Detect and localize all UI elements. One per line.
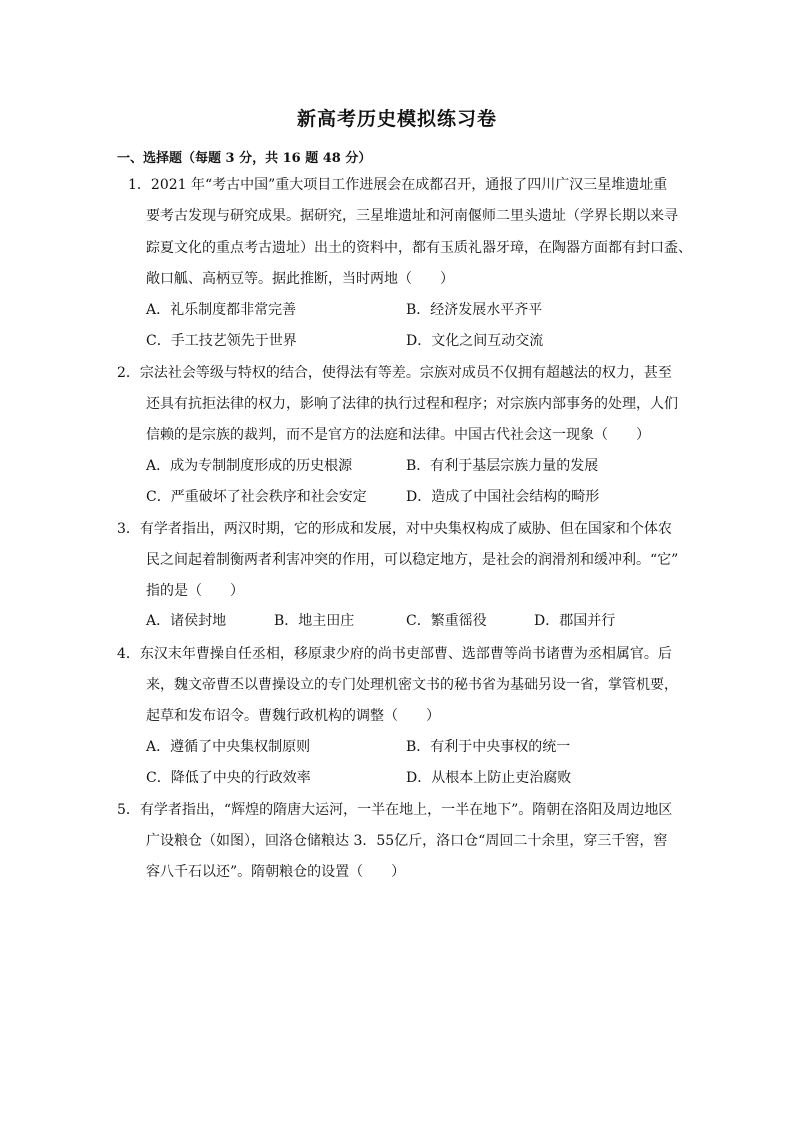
question-4-line-1: 4．东汉末年曹操自任丞相，移原隶少府的尚书吏部曹、选部曹等尚书诸曹为丞相属官。后 [117, 646, 672, 662]
question-1-option-b[interactable]: B．经济发展水平齐平 [406, 302, 543, 318]
page-title: 新高考历史模拟练习卷 [296, 108, 497, 130]
question-1-line-4: 敞口觚、高柄豆等。据此推断，当时两地（ ） [146, 271, 454, 287]
question-4-option-c[interactable]: C．降低了中央的行政效率 [146, 770, 311, 786]
question-2-option-c[interactable]: C．严重破坏了社会秩序和社会安定 [146, 489, 367, 505]
question-3-option-c[interactable]: C．繁重徭役 [406, 613, 487, 629]
question-5-line-1: 5．有学者指出，“辉煌的隋唐大运河，一半在地上，一半在地下”。隋朝在洛阳及周边地区 [117, 802, 673, 818]
question-3-line-3: 指的是（ ） [146, 583, 244, 599]
question-1-option-a[interactable]: A．礼乐制度都非常完善 [146, 302, 297, 318]
question-3-option-d[interactable]: D．郡国并行 [534, 613, 616, 629]
question-4-line-2: 来，魏文帝曹丕以曹操设立的专门处理机密文书的秘书省为基础另设一省，掌管机要， [146, 677, 678, 693]
question-2-line-1: 2．宗法社会等级与特权的结合，使得法有等差。宗族对成员不仅拥有超越法的权力，甚至 [117, 365, 672, 381]
section-heading: 一、选择题（每题 3 分，共 16 题 48 分） [117, 151, 372, 166]
question-3-line-1: 3．有学者指出，两汉时期，它的形成和发展，对中央集权构成了威胁、但在国家和个体农 [117, 521, 672, 537]
question-2-option-d[interactable]: D．造成了中国社会结构的畸形 [406, 489, 600, 505]
question-1-option-c[interactable]: C．手工技艺领先于世界 [146, 333, 297, 349]
question-3-line-2: 民之间起着制衡两者利害冲突的作用，可以稳定地方，是社会的润滑剂和缓冲利。“它” [146, 552, 679, 568]
question-4-option-a[interactable]: A．遵循了中央集权制原则 [146, 739, 311, 755]
question-5-line-2: 广设粮仓（如图），回洛仓储粮达 3．55亿斤，洛口仓“周回二十余里，穿三千窖，窖 [146, 833, 668, 849]
question-1-option-d[interactable]: D．文化之间互动交流 [406, 333, 544, 349]
question-1-line-3: 踪夏文化的重点考古遗址）出土的资料中，都有玉质礼器牙璋，在陶器方面都有封口盉、 [146, 240, 692, 256]
question-4-option-d[interactable]: D．从根本上防止吏治腐败 [406, 770, 572, 786]
question-5-line-3: 容八千石以还”。隋朝粮仓的设置（ ） [146, 864, 406, 880]
question-4-line-3: 起草和发布诏令。曹魏行政机构的调整（ ） [146, 708, 440, 724]
question-2-line-3: 信赖的是宗族的裁判，而不是官方的法庭和法律。中国古代社会这一现象（ ） [146, 427, 650, 443]
question-2-option-b[interactable]: B．有利于基层宗族力量的发展 [406, 458, 599, 474]
question-1-line-2: 要考古发现与研究成果。据研究，三星堆遗址和河南偃师二里头遗址（学界长期以来寻 [146, 208, 678, 224]
question-1-line-1: 1．2021 年“考古中国”重大项目工作进展会在成都召开，通报了四川广汉三星堆遗址重 [128, 177, 668, 193]
question-2-option-a[interactable]: A．成为专制制度形成的历史根源 [146, 458, 353, 474]
question-3-option-a[interactable]: A．诸侯封地 [146, 613, 227, 629]
question-2-line-2: 还具有抗拒法律的权力，影响了法律的执行过程和程序；对宗族内部事务的处理，人们 [146, 396, 678, 412]
question-3-option-b[interactable]: B．地主田庄 [274, 613, 355, 629]
question-4-option-b[interactable]: B．有利于中央事权的统一 [406, 739, 571, 755]
